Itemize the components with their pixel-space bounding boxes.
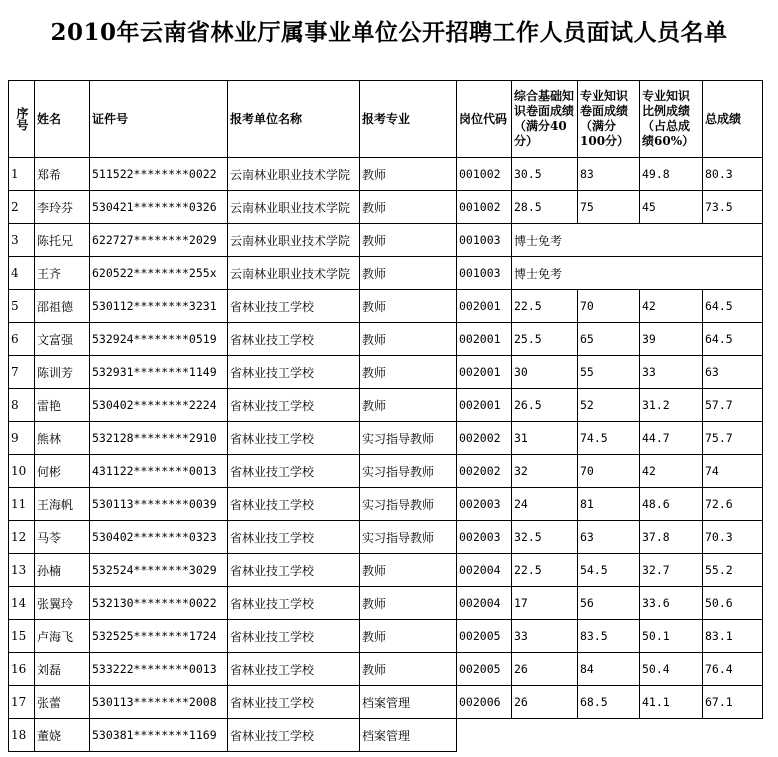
cell-pro: 68.5 bbox=[578, 686, 640, 719]
cell-id: 530113********2008 bbox=[90, 686, 228, 719]
cell-total: 72.6 bbox=[703, 488, 763, 521]
cell-written: 24 bbox=[512, 488, 578, 521]
table-row bbox=[9, 422, 763, 455]
cell-total: 63 bbox=[703, 356, 763, 389]
cell-total: 70.3 bbox=[703, 521, 763, 554]
cell-ratio: 44.7 bbox=[640, 422, 703, 455]
cell-major: 教师 bbox=[360, 653, 457, 686]
cell-name: 董娆 bbox=[35, 719, 90, 752]
cell-unit: 省林业技工学校 bbox=[228, 620, 360, 653]
cell-unit: 省林业技工学校 bbox=[228, 521, 360, 554]
cell-pro: 55 bbox=[578, 356, 640, 389]
table-row bbox=[9, 587, 763, 620]
cell-unit: 云南林业职业技术学院 bbox=[228, 257, 360, 290]
cell-seq: 18 bbox=[9, 719, 35, 752]
cell-post: 002001 bbox=[457, 389, 512, 422]
cell-written: 26 bbox=[512, 686, 578, 719]
cell-unit: 省林业技工学校 bbox=[228, 686, 360, 719]
cell-seq: 6 bbox=[9, 323, 35, 356]
table-body bbox=[9, 158, 763, 752]
cell-unit: 省林业技工学校 bbox=[228, 587, 360, 620]
cell-name: 刘磊 bbox=[35, 653, 90, 686]
table-row bbox=[9, 356, 763, 389]
table-row bbox=[9, 389, 763, 422]
cell-seq: 10 bbox=[9, 455, 35, 488]
header-total: 总成绩 bbox=[703, 81, 763, 158]
cell-pro: 75 bbox=[578, 191, 640, 224]
table-row bbox=[9, 323, 763, 356]
table-row bbox=[9, 620, 763, 653]
cell-major: 实习指导教师 bbox=[360, 488, 457, 521]
cell-written: 26.5 bbox=[512, 389, 578, 422]
cell-name: 李玲芬 bbox=[35, 191, 90, 224]
cell-written: 32.5 bbox=[512, 521, 578, 554]
table-row bbox=[9, 554, 763, 587]
cell-unit: 云南林业职业技术学院 bbox=[228, 224, 360, 257]
cell-pro: 83 bbox=[578, 158, 640, 191]
table-row bbox=[9, 719, 763, 752]
cell-post: 002005 bbox=[457, 620, 512, 653]
cell-total: 73.5 bbox=[703, 191, 763, 224]
cell-pro: 52 bbox=[578, 389, 640, 422]
table-header-row bbox=[9, 81, 763, 158]
cell-note: 博士免考 bbox=[512, 257, 763, 290]
cell-id: 532525********1724 bbox=[90, 620, 228, 653]
cell-unit: 省林业技工学校 bbox=[228, 719, 360, 752]
cell-seq: 5 bbox=[9, 290, 35, 323]
cell-total: 83.1 bbox=[703, 620, 763, 653]
header-written: 综合基础知识卷面成绩（满分40分） bbox=[512, 81, 578, 158]
cell-total: 64.5 bbox=[703, 290, 763, 323]
cell-post: 002004 bbox=[457, 587, 512, 620]
cell-written: 33 bbox=[512, 620, 578, 653]
table-row bbox=[9, 488, 763, 521]
page-title: 2010年云南省林业厅属事业单位公开招聘工作人员面试人员名单 bbox=[50, 19, 728, 46]
cell-ratio: 33.6 bbox=[640, 587, 703, 620]
cell-ratio: 50.1 bbox=[640, 620, 703, 653]
table-row bbox=[9, 290, 763, 323]
cell-id: 530402********0323 bbox=[90, 521, 228, 554]
cell-written: 17 bbox=[512, 587, 578, 620]
cell-major: 教师 bbox=[360, 356, 457, 389]
cell-seq: 13 bbox=[9, 554, 35, 587]
cell-id: 620522********255x bbox=[90, 257, 228, 290]
cell-unit: 省林业技工学校 bbox=[228, 653, 360, 686]
cell-post: 001003 bbox=[457, 257, 512, 290]
table-row bbox=[9, 158, 763, 191]
table-row bbox=[9, 521, 763, 554]
cell-major: 教师 bbox=[360, 257, 457, 290]
cell-name: 张翼玲 bbox=[35, 587, 90, 620]
cell-total: 55.2 bbox=[703, 554, 763, 587]
table-row bbox=[9, 455, 763, 488]
header-id: 证件号 bbox=[90, 81, 228, 158]
cell-ratio: 39 bbox=[640, 323, 703, 356]
cell-written: 25.5 bbox=[512, 323, 578, 356]
cell-ratio: 49.8 bbox=[640, 158, 703, 191]
header-seq: 序号 bbox=[9, 81, 35, 158]
cell-ratio: 37.8 bbox=[640, 521, 703, 554]
cell-name: 雷艳 bbox=[35, 389, 90, 422]
cell-id: 622727********2029 bbox=[90, 224, 228, 257]
cell-id: 532931********1149 bbox=[90, 356, 228, 389]
cell-post: 001002 bbox=[457, 158, 512, 191]
cell-major: 教师 bbox=[360, 290, 457, 323]
cell-name: 熊林 bbox=[35, 422, 90, 455]
cell-post: 001003 bbox=[457, 224, 512, 257]
header-ratio: 专业知识比例成绩（占总成绩60%） bbox=[640, 81, 703, 158]
cell-name: 卢海飞 bbox=[35, 620, 90, 653]
cell-ratio: 33 bbox=[640, 356, 703, 389]
cell-ratio: 41.1 bbox=[640, 686, 703, 719]
cell-total: 76.4 bbox=[703, 653, 763, 686]
cell-pro: 74.5 bbox=[578, 422, 640, 455]
cell-major: 档案管理 bbox=[360, 719, 457, 752]
cell-written: 30 bbox=[512, 356, 578, 389]
cell-post: 002004 bbox=[457, 554, 512, 587]
cell-id: 511522********0022 bbox=[90, 158, 228, 191]
cell-pro: 84 bbox=[578, 653, 640, 686]
cell-written: 28.5 bbox=[512, 191, 578, 224]
cell-unit: 省林业技工学校 bbox=[228, 290, 360, 323]
cell-post: 002003 bbox=[457, 488, 512, 521]
cell-name: 孙楠 bbox=[35, 554, 90, 587]
cell-major: 教师 bbox=[360, 587, 457, 620]
cell-unit: 省林业技工学校 bbox=[228, 554, 360, 587]
cell-name: 王海帆 bbox=[35, 488, 90, 521]
cell-empty bbox=[457, 719, 763, 752]
cell-post: 002001 bbox=[457, 356, 512, 389]
cell-written: 32 bbox=[512, 455, 578, 488]
cell-total: 67.1 bbox=[703, 686, 763, 719]
cell-seq: 8 bbox=[9, 389, 35, 422]
cell-major: 档案管理 bbox=[360, 686, 457, 719]
cell-written: 31 bbox=[512, 422, 578, 455]
cell-name: 郑希 bbox=[35, 158, 90, 191]
cell-id: 530112********3231 bbox=[90, 290, 228, 323]
cell-ratio: 42 bbox=[640, 290, 703, 323]
cell-major: 教师 bbox=[360, 554, 457, 587]
cell-pro: 81 bbox=[578, 488, 640, 521]
cell-post: 001002 bbox=[457, 191, 512, 224]
cell-seq: 4 bbox=[9, 257, 35, 290]
cell-post: 002005 bbox=[457, 653, 512, 686]
cell-major: 实习指导教师 bbox=[360, 455, 457, 488]
cell-name: 陈训芳 bbox=[35, 356, 90, 389]
cell-total: 57.7 bbox=[703, 389, 763, 422]
header-major: 报考专业 bbox=[360, 81, 457, 158]
interview-roster-table bbox=[8, 80, 763, 752]
cell-seq: 7 bbox=[9, 356, 35, 389]
cell-pro: 65 bbox=[578, 323, 640, 356]
cell-written: 22.5 bbox=[512, 554, 578, 587]
cell-pro: 56 bbox=[578, 587, 640, 620]
cell-major: 教师 bbox=[360, 224, 457, 257]
cell-post: 002003 bbox=[457, 521, 512, 554]
cell-ratio: 45 bbox=[640, 191, 703, 224]
cell-id: 431122********0013 bbox=[90, 455, 228, 488]
cell-total: 80.3 bbox=[703, 158, 763, 191]
cell-total: 74 bbox=[703, 455, 763, 488]
cell-unit: 省林业技工学校 bbox=[228, 488, 360, 521]
cell-name: 陈托兄 bbox=[35, 224, 90, 257]
cell-note: 博士免考 bbox=[512, 224, 763, 257]
cell-major: 实习指导教师 bbox=[360, 521, 457, 554]
cell-unit: 省林业技工学校 bbox=[228, 323, 360, 356]
cell-seq: 16 bbox=[9, 653, 35, 686]
cell-unit: 省林业技工学校 bbox=[228, 455, 360, 488]
cell-post: 002006 bbox=[457, 686, 512, 719]
header-name: 姓名 bbox=[35, 81, 90, 158]
cell-pro: 54.5 bbox=[578, 554, 640, 587]
cell-post: 002002 bbox=[457, 422, 512, 455]
cell-id: 533222********0013 bbox=[90, 653, 228, 686]
cell-id: 532524********3029 bbox=[90, 554, 228, 587]
cell-unit: 省林业技工学校 bbox=[228, 356, 360, 389]
cell-pro: 83.5 bbox=[578, 620, 640, 653]
cell-name: 张蕾 bbox=[35, 686, 90, 719]
cell-unit: 省林业技工学校 bbox=[228, 422, 360, 455]
header-pro: 专业知识卷面成绩（满分100分） bbox=[578, 81, 640, 158]
cell-ratio: 48.6 bbox=[640, 488, 703, 521]
cell-name: 何彬 bbox=[35, 455, 90, 488]
cell-pro: 70 bbox=[578, 290, 640, 323]
cell-id: 530381********1169 bbox=[90, 719, 228, 752]
cell-major: 教师 bbox=[360, 158, 457, 191]
cell-pro: 63 bbox=[578, 521, 640, 554]
cell-seq: 12 bbox=[9, 521, 35, 554]
cell-post: 002001 bbox=[457, 323, 512, 356]
cell-name: 马苓 bbox=[35, 521, 90, 554]
table-row bbox=[9, 257, 763, 290]
cell-post: 002002 bbox=[457, 455, 512, 488]
cell-major: 教师 bbox=[360, 389, 457, 422]
cell-pro: 70 bbox=[578, 455, 640, 488]
cell-written: 30.5 bbox=[512, 158, 578, 191]
cell-written: 22.5 bbox=[512, 290, 578, 323]
header-post: 岗位代码 bbox=[457, 81, 512, 158]
cell-id: 532924********0519 bbox=[90, 323, 228, 356]
cell-seq: 15 bbox=[9, 620, 35, 653]
cell-post: 002001 bbox=[457, 290, 512, 323]
cell-ratio: 32.7 bbox=[640, 554, 703, 587]
cell-seq: 14 bbox=[9, 587, 35, 620]
cell-id: 530113********0039 bbox=[90, 488, 228, 521]
cell-id: 530402********2224 bbox=[90, 389, 228, 422]
cell-id: 530421********0326 bbox=[90, 191, 228, 224]
cell-seq: 3 bbox=[9, 224, 35, 257]
cell-seq: 1 bbox=[9, 158, 35, 191]
cell-seq: 11 bbox=[9, 488, 35, 521]
cell-id: 532130********0022 bbox=[90, 587, 228, 620]
table-row bbox=[9, 191, 763, 224]
cell-ratio: 31.2 bbox=[640, 389, 703, 422]
cell-id: 532128********2910 bbox=[90, 422, 228, 455]
cell-major: 实习指导教师 bbox=[360, 422, 457, 455]
cell-major: 教师 bbox=[360, 191, 457, 224]
header-unit: 报考单位名称 bbox=[228, 81, 360, 158]
cell-total: 50.6 bbox=[703, 587, 763, 620]
cell-seq: 9 bbox=[9, 422, 35, 455]
cell-major: 教师 bbox=[360, 620, 457, 653]
cell-ratio: 42 bbox=[640, 455, 703, 488]
table-row bbox=[9, 686, 763, 719]
cell-seq: 2 bbox=[9, 191, 35, 224]
cell-name: 王齐 bbox=[35, 257, 90, 290]
cell-name: 邵祖德 bbox=[35, 290, 90, 323]
table-row bbox=[9, 653, 763, 686]
cell-name: 文富强 bbox=[35, 323, 90, 356]
table-row bbox=[9, 224, 763, 257]
cell-total: 75.7 bbox=[703, 422, 763, 455]
cell-total: 64.5 bbox=[703, 323, 763, 356]
cell-unit: 云南林业职业技术学院 bbox=[228, 158, 360, 191]
cell-unit: 省林业技工学校 bbox=[228, 389, 360, 422]
cell-written: 26 bbox=[512, 653, 578, 686]
cell-major: 教师 bbox=[360, 323, 457, 356]
cell-ratio: 50.4 bbox=[640, 653, 703, 686]
cell-unit: 云南林业职业技术学院 bbox=[228, 191, 360, 224]
cell-seq: 17 bbox=[9, 686, 35, 719]
